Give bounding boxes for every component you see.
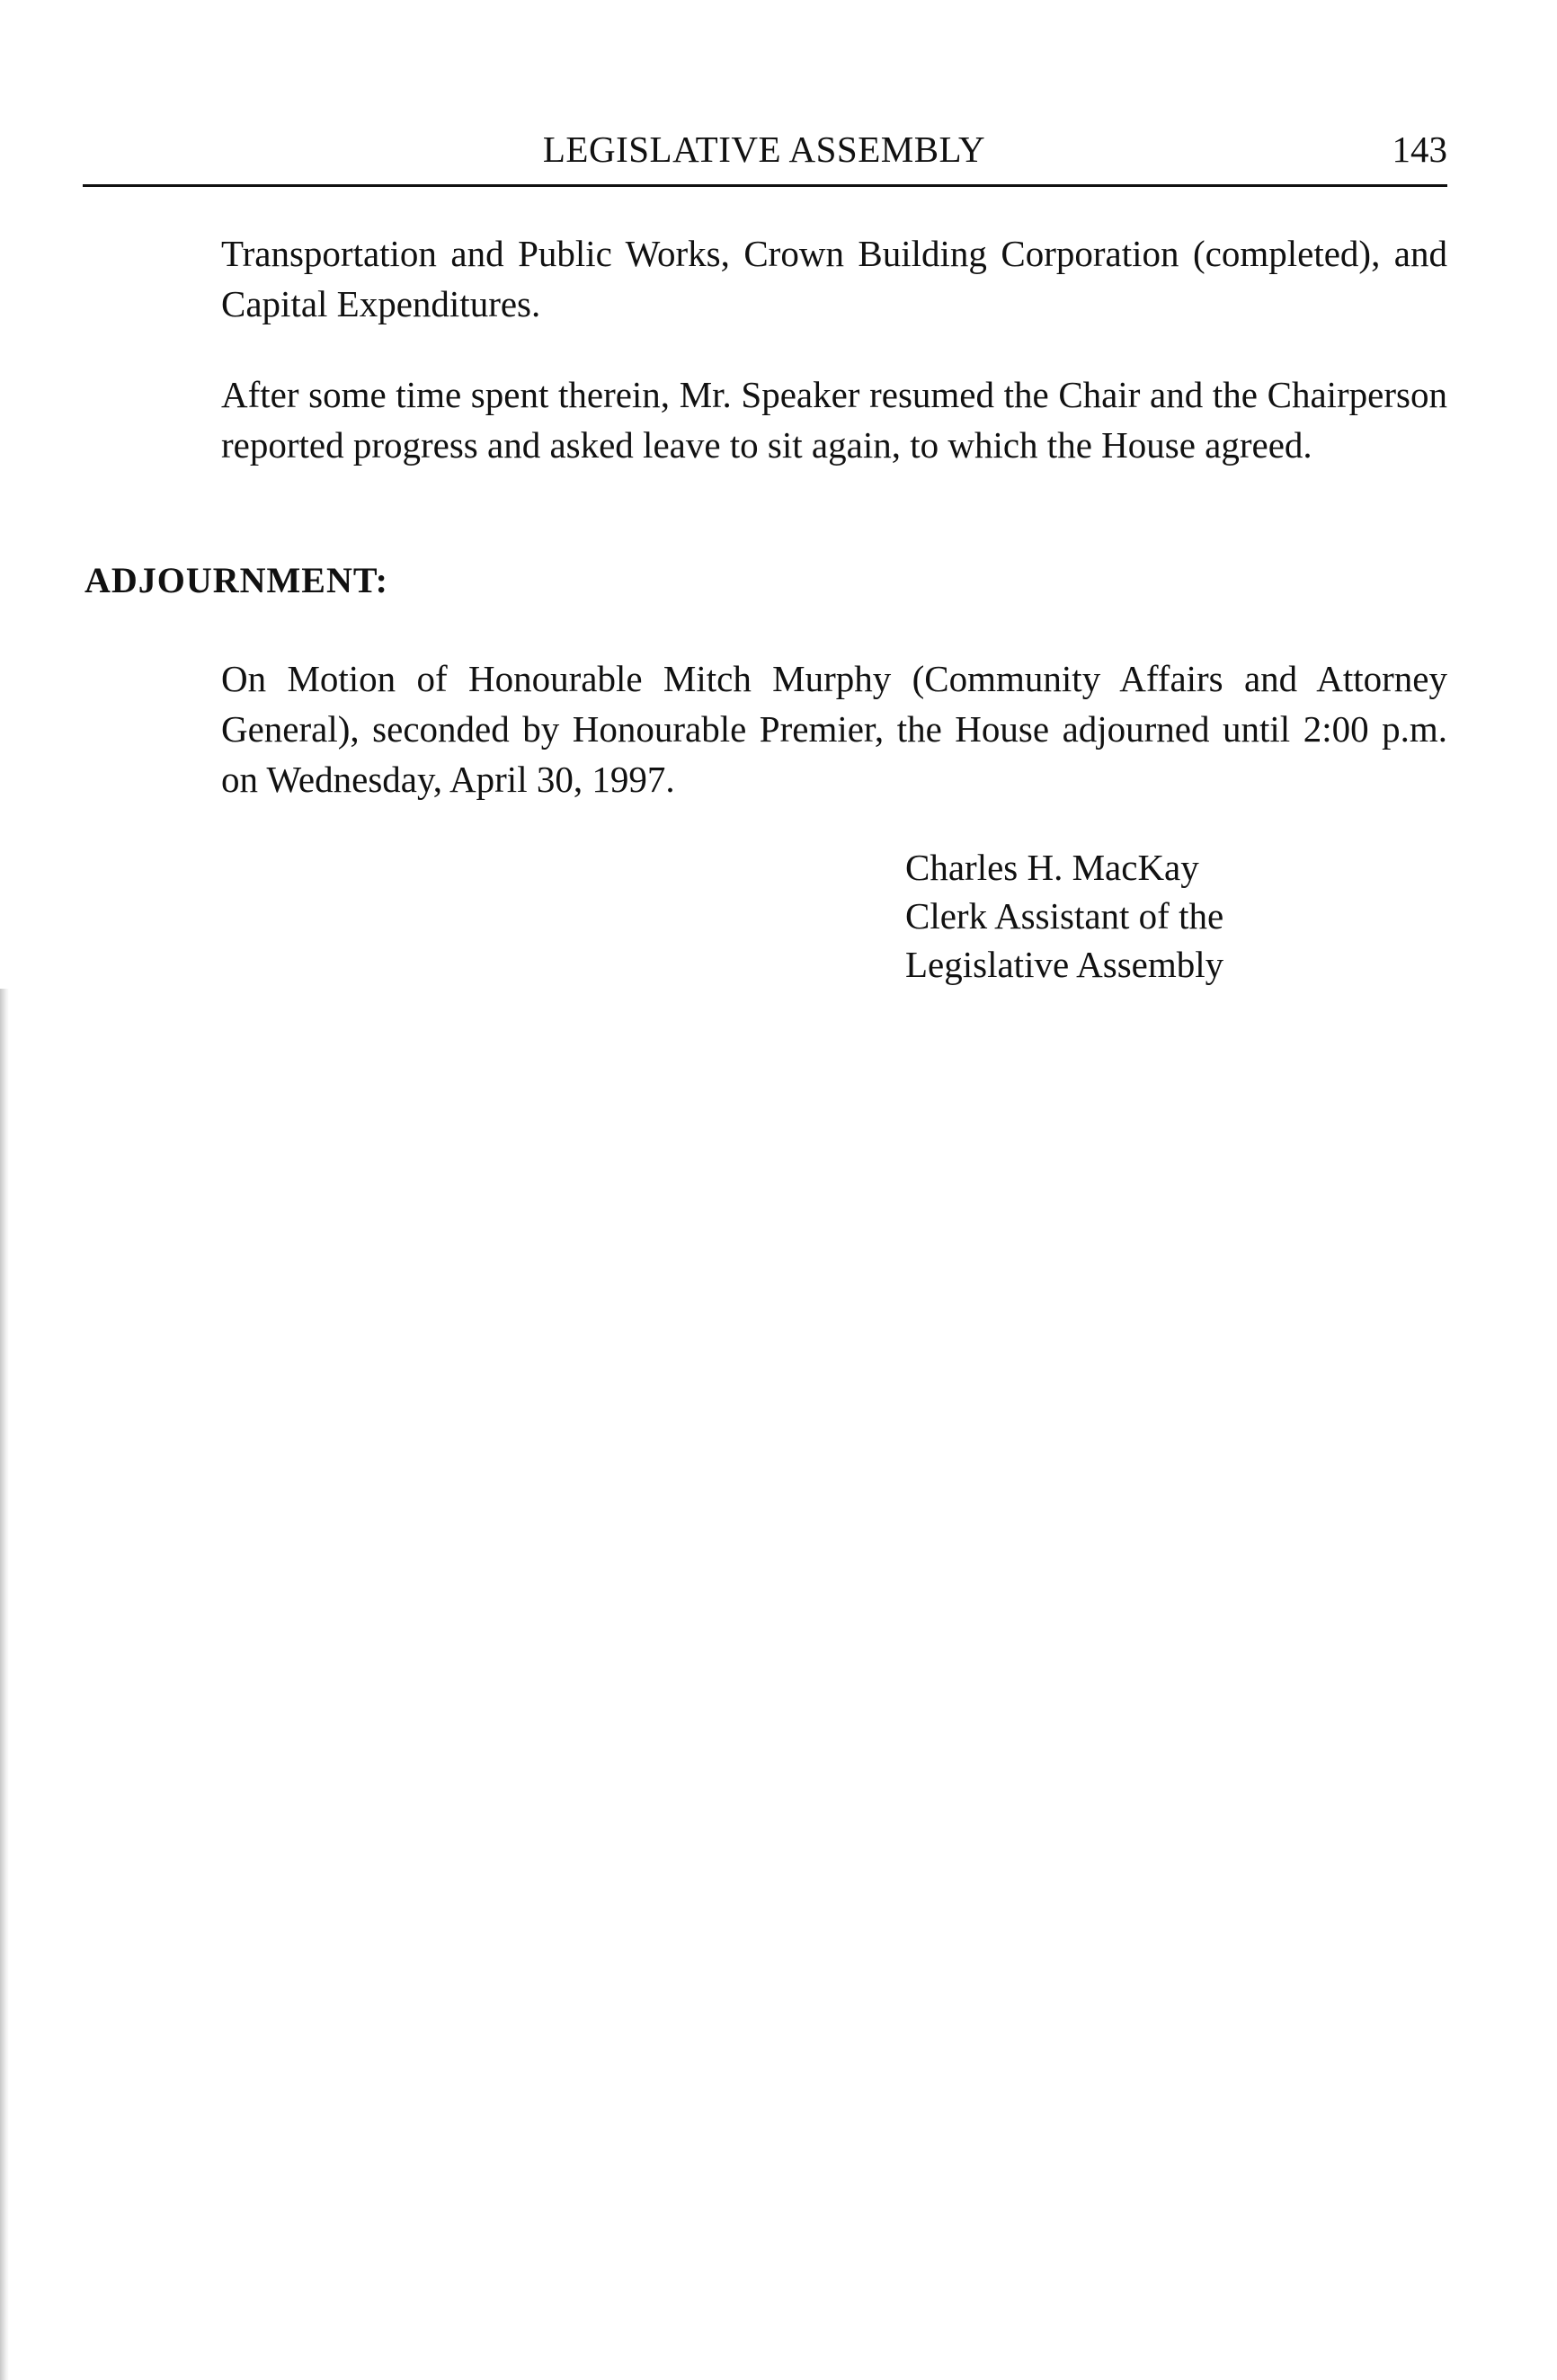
section-heading-adjournment: ADJOURNMENT: (85, 560, 388, 600)
header-rule (83, 184, 1447, 187)
paragraph-adjournment-motion: On Motion of Honourable Mitch Murphy (Community Affairs and Attorney General), seconded by Honourable Premier, the House adjourned until 2:00 p.m. on Wednesday, April 30, 1997. (221, 658, 1447, 800)
signature-block (905, 843, 1223, 989)
paragraph-progress-report: After some time spent therein, Mr. Speaker resumed the Chair and the Chairperson reported progress and asked leave to sit again, to which the House agreed. (221, 374, 1447, 466)
paragraph-committee-items: Transportation and Public Works, Crown Building Corporation (completed), and Capital Expenditures. (221, 233, 1447, 324)
running-header (81, 128, 1447, 191)
page-number: 143 (1392, 129, 1447, 170)
signatory-title-line-1: Clerk Assistant of the (905, 895, 1224, 937)
signatory-title-line-2: Legislative Assembly (905, 944, 1224, 985)
scan-edge-shadow (0, 989, 9, 2380)
running-title: LEGISLATIVE ASSEMBLY (542, 129, 986, 170)
signatory-name: Charles H. MacKay (905, 847, 1199, 888)
